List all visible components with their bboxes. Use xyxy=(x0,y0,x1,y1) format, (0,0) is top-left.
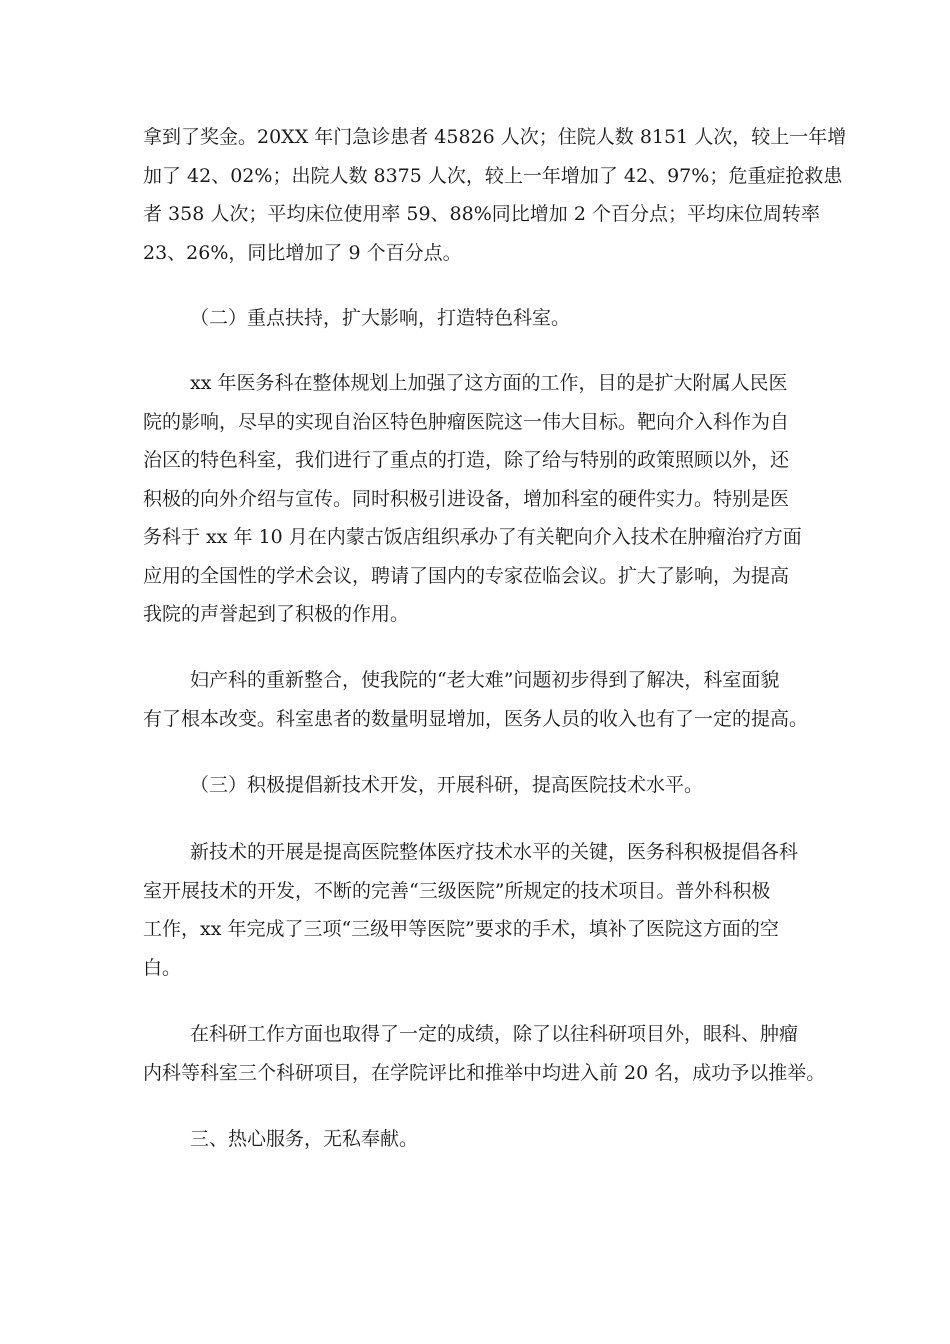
section-heading-3 xyxy=(143,766,813,805)
text-line: 应用的全国性的学术会议，聘请了国内的专家莅临会议。扩大了影响，为提高 xyxy=(143,564,790,587)
text-line: 有了根本改变。科室患者的数量明显增加，医务人员的收入也有了一定的提高。 xyxy=(143,707,809,730)
text-line: 积极的向外介绍与宣传。同时积极引进设备，增加科室的硬件实力。特别是医 xyxy=(143,487,790,510)
text-line: 室开展技术的开发，不断的完善“三级医院”所规定的技术项目。普外科积极 xyxy=(143,879,771,902)
text-line: 妇产科的重新整合，使我院的“老大难”问题初步得到了解决，科室面貌 xyxy=(190,669,780,691)
section-heading-three xyxy=(143,1120,813,1159)
heading-text: （二）重点扶持，扩大影响，打造特色科室。 xyxy=(190,307,571,329)
heading-text: （三）积极提倡新技术开发，开展科研，提高医院技术水平。 xyxy=(190,774,704,796)
paragraph-new-technology xyxy=(143,833,813,987)
text-line: 23、26%，同比增加了 9 个百分点。 xyxy=(143,241,462,264)
text-line: 务科于 xx 年 10 月在内蒙古饭店组织承办了有关靶向介入技术在肿瘤治疗方面 xyxy=(143,526,802,548)
text-line: 在科研工作方面也取得了一定的成绩，除了以往科研项目外，眼科、肿瘤 xyxy=(190,1023,799,1045)
text-line: xx 年医务科在整体规划上加强了这方面的工作，目的是扩大附属人民医 xyxy=(190,372,788,394)
paragraph-statistics xyxy=(143,118,847,272)
text-line: 内科等科室三个科研项目，在学院评比和推举中均进入前 20 名，成功予以推举。 xyxy=(143,1061,826,1084)
text-line: 加了 42、02%；出院人数 8375 人次，较上一年增加了 42、97%；危重症抢救患 xyxy=(143,164,843,187)
text-line: 者 358 人次；平均床位使用率 59、88%同比增加 2 个百分点；平均床位周转率 xyxy=(143,203,820,225)
heading-text: 三、热心服务，无私奉献。 xyxy=(190,1128,419,1150)
text-line: 我院的声誉起到了积极的作用。 xyxy=(143,603,410,625)
text-line: 院的影响，尽早的实现自治区特色肿瘤医院这一伟大目标。靶向介入科作为自 xyxy=(143,410,790,433)
section-heading-2 xyxy=(143,299,813,338)
text-line: 白。 xyxy=(143,956,182,979)
text-line: 拿到了奖金。20XX 年门急诊患者 45826 人次；住院人数 8151 人次，较上一年增 xyxy=(143,126,847,148)
paragraph-obstetrics xyxy=(143,661,813,738)
paragraph-featured-departments xyxy=(143,364,813,634)
text-line: 治区的特色科室，我们进行了重点的打造，除了给与特别的政策照顾以外，还 xyxy=(143,449,790,471)
text-line: 工作，xx 年完成了三项“三级甲等医院”要求的手术，填补了医院这方面的空 xyxy=(143,918,779,940)
paragraph-research xyxy=(143,1015,826,1092)
text-line: 新技术的开展是提高医院整体医疗技术水平的关键，医务科积极提倡各科 xyxy=(190,841,799,863)
